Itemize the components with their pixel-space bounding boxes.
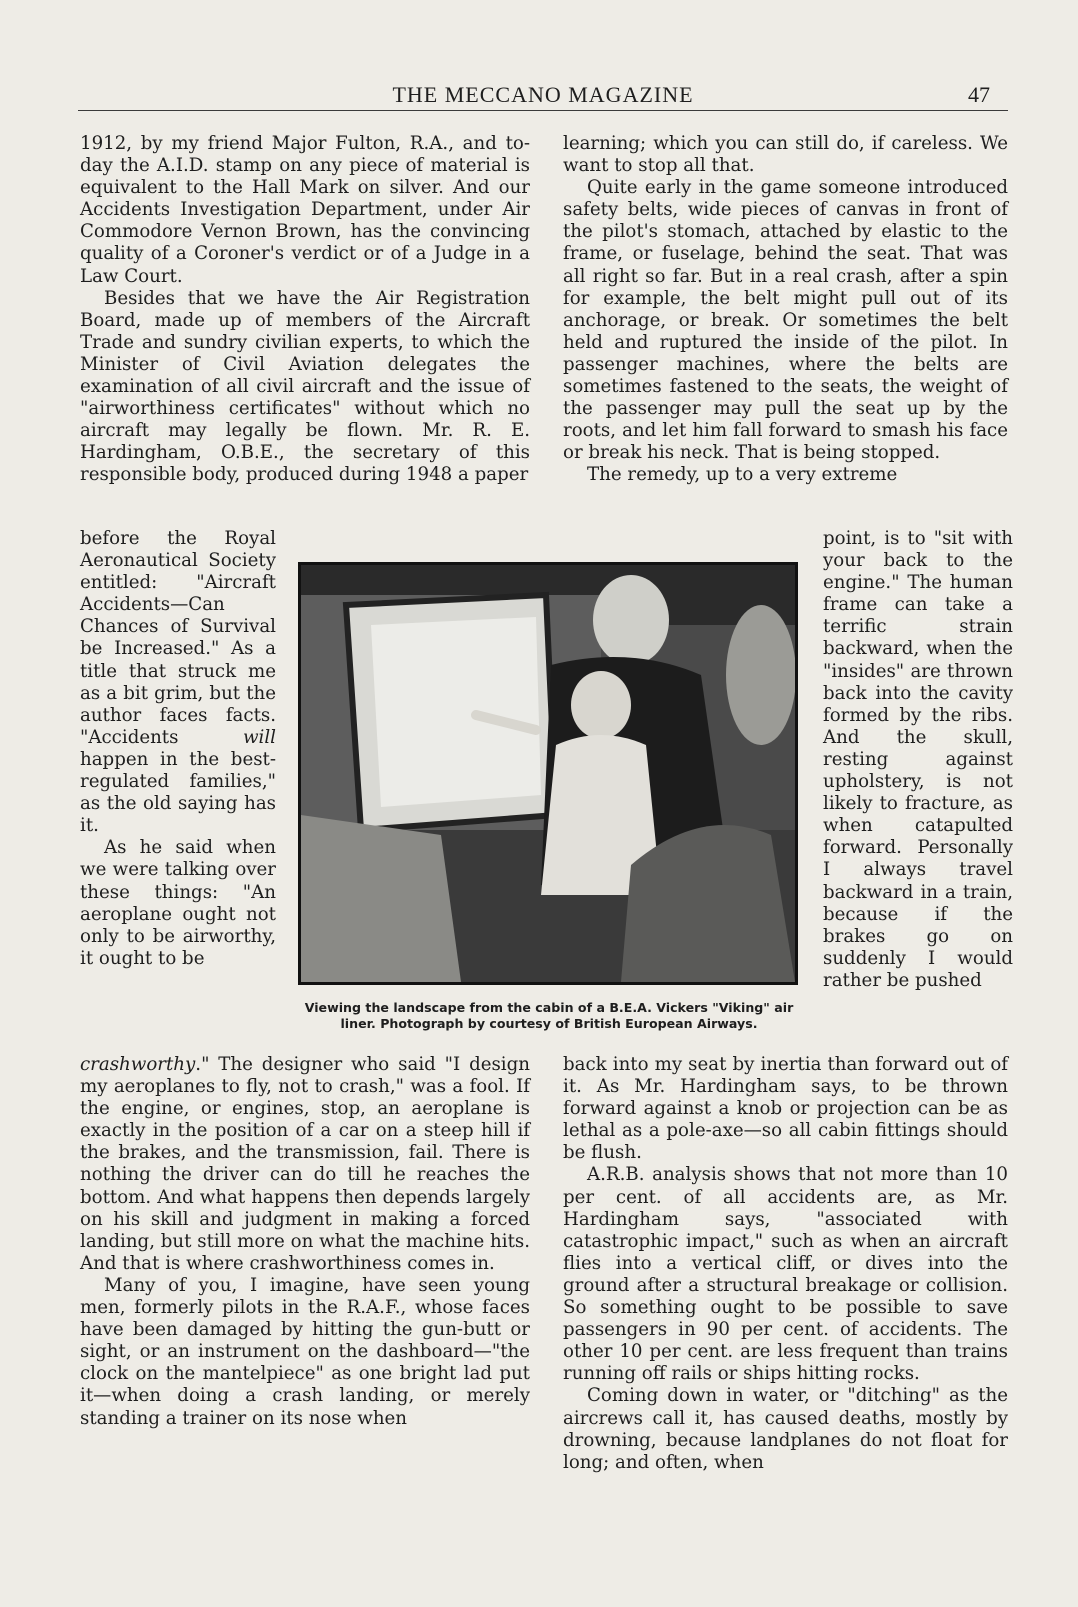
text-run: happen in the best-regulated families," as the old saying has it. — [80, 748, 276, 837]
paragraph: learning; which you can still do, if careless. We want to stop all that. — [563, 133, 1008, 177]
man-head — [593, 575, 669, 665]
seat-headrest — [726, 605, 795, 745]
running-title: THE MECCANO MAGAZINE — [392, 82, 694, 107]
paragraph: A.R.B. analysis shows that not more than 10 per cent. of all accidents are, as Mr. Hardingham says, "associated with catastrophic impact," such as when an aircraft flies into a vertical cliff, or dives into the ground after a structural breakage or collision. So something ought to be possible to save passengers in 90 per cent. of accidents. The other 10 per cent. are less frequent than trains running off rails or ships hitting rocks. — [563, 1164, 1008, 1385]
column-left-lower — [80, 1054, 530, 1430]
paragraph — [80, 528, 276, 837]
paragraph: Coming down in water, or "ditching" as the aircrews call it, has caused deaths, mostly by drowning, because landplanes do not float for long; and often, when — [563, 1385, 1008, 1473]
emphasis: crashworthy — [80, 1054, 196, 1075]
column-right-lower — [563, 1054, 1008, 1474]
paragraph: As he said when we were talking over these things: "An aeroplane ought not only to be airworthy, it ought to be — [80, 837, 276, 969]
page-header — [78, 80, 1008, 111]
column-left-upper — [80, 133, 530, 487]
text-run: before the Royal Aeronautical Society entitled: "Aircraft Accidents—Can Chances of Survival be Increased." As a title that struck me as a bit grim, but the author faces facts. "Accidents — [80, 528, 276, 748]
side-panel — [301, 815, 461, 982]
paragraph: The remedy, up to a very extreme — [587, 464, 898, 486]
emphasis: will — [242, 726, 276, 748]
column-left-wrap — [80, 528, 276, 970]
text-run: ." The designer who said "I design my aeroplanes to fly, not to crash," was a fool. If the engine, or engines, stop, an aeroplane is exactly in the position of a car on a steep hill if the brakes, and the transmission, fail. There is nothing the driver can do till he reaches the bottom. And what happens then depends largely on his skill and judgment in making a forced landing, but still more on what the machine hits. And that is where crashworthiness comes in. — [80, 1054, 530, 1274]
paragraph: 1912, by my friend Major Fulton, R.A., and to-day the A.I.D. stamp on any piece of material is equivalent to the Hall Mark on silver. And our Accidents Investigation Department, under Air Commodore Vernon Brown, has the convincing quality of a Coroner's verdict or of a Judge in a Law Court. — [80, 133, 530, 287]
paragraph — [80, 1054, 530, 1275]
paragraph: Besides that we have the Air Registration Board, made up of members of the Aircraft Trade and sundry civilian experts, to which the Minister of Civil Aviation delegates the examination of all civil aircraft and the issue of "airworthiness certificates" without which no aircraft may legally be flown. Mr. R. E. Hardingham, O.B.E., the secretary of this responsible body, produced during 1948 a paper — [80, 287, 530, 486]
window-view — [371, 617, 541, 807]
page-number: 47 — [968, 82, 990, 107]
child-head — [571, 671, 631, 739]
paragraph: point, is to "sit with your back to the engine." The human frame can take a terrific strain backward, when the "insides" are thrown back into the cavity formed by the ribs. And the skull, resting against upholstery, is not likely to fracture, as when catapulted forward. Personally I always travel backward in a train, because if the brakes go on suddenly I would rather be pushed — [823, 528, 1013, 991]
paragraph: Many of you, I imagine, have seen young men, formerly pilots in the R.A.F., whose faces have been damaged by hitting the gun-butt or sight, or an instrument on the dashboard—"the clock on the mantelpiece" as one bright lad put it—when doing a crash landing, or merely standing a trainer on its nose when — [80, 1274, 530, 1429]
column-right-upper — [563, 133, 1008, 487]
paragraph: Quite early in the game someone introduced safety belts, wide pieces of canvas in front of the pilot's stomach, attached by elastic to the frame, or fuselage, behind the seat. That was all right so far. But in a real crash, after a spin for example, the belt might pull out of its anchorage, or break. Or sometimes the belt held and ruptured the inside of the pilot. In passenger machines, where the belts are sometimes fastened to the seats, the weight of the passenger may pull the seat up by the roots, and let him fall forward to smash his face or break his neck. That is being stopped. — [563, 177, 1008, 464]
photo-caption: Viewing the landscape from the cabin of a B.E.A. Vickers "Viking" air liner. Photograph by courtesy of British European Airways. — [304, 1000, 794, 1031]
column-right-wrap — [823, 528, 1013, 992]
cabin-photo-illustration — [301, 565, 795, 982]
cabin-photo — [298, 562, 798, 985]
paragraph: back into my seat by inertia than forward out of it. As Mr. Hardingham says, to be thrown forward against a knob or projection can be as lethal as a pole-axe—so all cabin fittings should be flush. — [563, 1054, 1008, 1164]
